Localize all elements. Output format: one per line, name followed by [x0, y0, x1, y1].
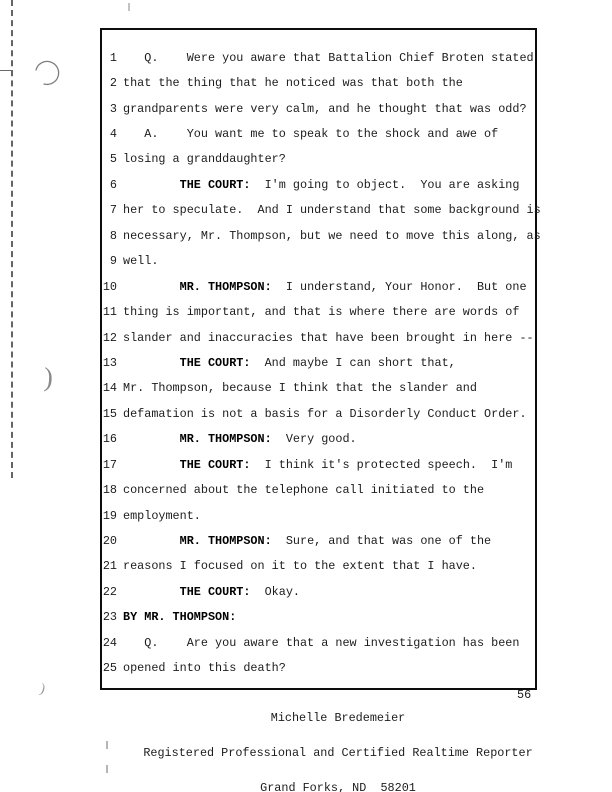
line-text: slander and inaccuracies that have been brought in here -- [123, 330, 534, 345]
line-number: 6 [109, 177, 117, 192]
line-text: opened into this death? [123, 661, 286, 676]
speaker-label: BY MR. THOMPSON: [123, 610, 237, 625]
speaker-label: THE COURT: [179, 584, 251, 599]
transcript-lines [102, 45, 541, 681]
line-text: thing is important, and that is where there are words of [123, 305, 520, 320]
line-number: 19 [102, 508, 117, 523]
transcript-line [102, 198, 541, 223]
line-text: MR. THOMPSON: Sure, and that was one of the [179, 534, 492, 549]
reporter-location: Grand Forks, ND 58201 [260, 780, 416, 792]
pencil-circle-mark [30, 56, 62, 92]
reporter-name: Michelle Bredemeier [270, 711, 406, 726]
line-text: employment. [123, 508, 201, 523]
speaker-label: THE COURT: [179, 355, 251, 370]
line-text: A. You want me to speak to the shock and awe of [123, 127, 499, 142]
transcript-line [102, 96, 535, 121]
transcript-line [102, 147, 535, 172]
transcript-text-box [100, 28, 541, 690]
speaker-label: MR. THOMPSON: [179, 279, 272, 294]
scan-tick-mark [128, 3, 130, 11]
transcript-line [102, 630, 535, 655]
reporter-credentials: Registered Professional and Certified Realtime Reporter [143, 745, 533, 760]
line-text: THE COURT: I think it's protected speech. I'm [179, 457, 513, 472]
transcript-line [102, 121, 535, 146]
line-number: 4 [109, 127, 117, 142]
transcript-line [102, 274, 535, 299]
transcript-line [102, 528, 535, 553]
line-number: 17 [102, 457, 117, 472]
pencil-hook-mark: ) [37, 681, 48, 698]
line-text: Q. Are you aware that a new investigation has been [123, 635, 520, 650]
transcript-line [102, 325, 535, 350]
transcript-line [102, 503, 535, 528]
line-number: 20 [102, 534, 117, 549]
transcript-line [102, 554, 535, 579]
transcript-line [102, 172, 535, 197]
transcript-line [102, 452, 535, 477]
scan-tick-mark [106, 741, 108, 749]
line-number: 8 [109, 228, 117, 243]
transcript-line [102, 249, 535, 274]
line-number: 18 [102, 483, 117, 498]
paper-edge-tick [0, 70, 13, 71]
line-text: MR. THOMPSON: I understand, Your Honor. But one [179, 279, 527, 294]
line-number: 11 [102, 305, 117, 320]
line-text: Q. Were you aware that Battalion Chief Broten stated [123, 50, 534, 65]
line-text: that the thing that he noticed was that both the [123, 76, 463, 91]
line-text: well. [123, 254, 159, 269]
line-text: Mr. Thompson, because I think that the slander and [123, 381, 477, 396]
transcript-line [102, 579, 535, 604]
line-number: 1 [109, 50, 117, 65]
line-number: 22 [102, 584, 117, 599]
line-text: THE COURT: I'm going to object. You are asking [179, 177, 520, 192]
transcript-line [102, 70, 535, 95]
pencil-paren-mark: ) [43, 361, 54, 393]
transcript-line [102, 45, 535, 70]
line-number: 3 [109, 101, 117, 116]
line-text: reasons I focused on it to the extent that I have. [123, 559, 477, 574]
line-number: 12 [102, 330, 117, 345]
line-text: grandparents were very calm, and he thought that was odd? [123, 101, 527, 116]
transcript-line [102, 605, 535, 630]
line-text: losing a granddaughter? [123, 152, 286, 167]
line-text [123, 610, 236, 624]
line-number: 10 [102, 279, 117, 294]
transcript-line [102, 401, 535, 426]
transcript-line [102, 477, 535, 502]
line-number: 21 [102, 559, 117, 574]
line-number: 7 [109, 203, 117, 218]
speaker-label: THE COURT: [179, 457, 251, 472]
transcript-line [102, 223, 541, 248]
transcript-line [102, 656, 535, 681]
scan-tick-mark [106, 765, 108, 773]
paper-edge-line [11, 0, 13, 478]
speaker-label: MR. THOMPSON: [179, 432, 272, 447]
line-number: 16 [102, 432, 117, 447]
line-text: THE COURT: Okay. [179, 584, 300, 599]
line-number: 9 [109, 254, 117, 269]
line-number: 25 [102, 661, 117, 676]
speaker-label: THE COURT: [179, 177, 251, 192]
transcript-line [102, 350, 535, 375]
transcript-line [102, 427, 535, 452]
line-number: 14 [102, 381, 117, 396]
line-number: 13 [102, 355, 117, 370]
transcript-line [102, 299, 535, 324]
line-number: 5 [109, 152, 117, 167]
line-number: 15 [102, 406, 117, 421]
line-text: THE COURT: And maybe I can short that, [179, 355, 456, 370]
speaker-label: MR. THOMPSON: [179, 534, 272, 549]
transcript-line [102, 376, 535, 401]
line-text: defamation is not a basis for a Disorderly Conduct Order. [123, 406, 527, 421]
page-number: 56 [517, 688, 532, 702]
line-number: 2 [109, 76, 117, 91]
line-text: her to speculate. And I understand that some background is [123, 203, 541, 218]
line-number: 23 [102, 610, 117, 625]
line-text: concerned about the telephone call initiated to the [123, 483, 485, 498]
line-number: 24 [102, 635, 117, 650]
line-text: MR. THOMPSON: Very good. [179, 432, 357, 447]
line-text: necessary, Mr. Thompson, but we need to move this along, as [123, 228, 541, 243]
reporter-footer [118, 690, 558, 792]
